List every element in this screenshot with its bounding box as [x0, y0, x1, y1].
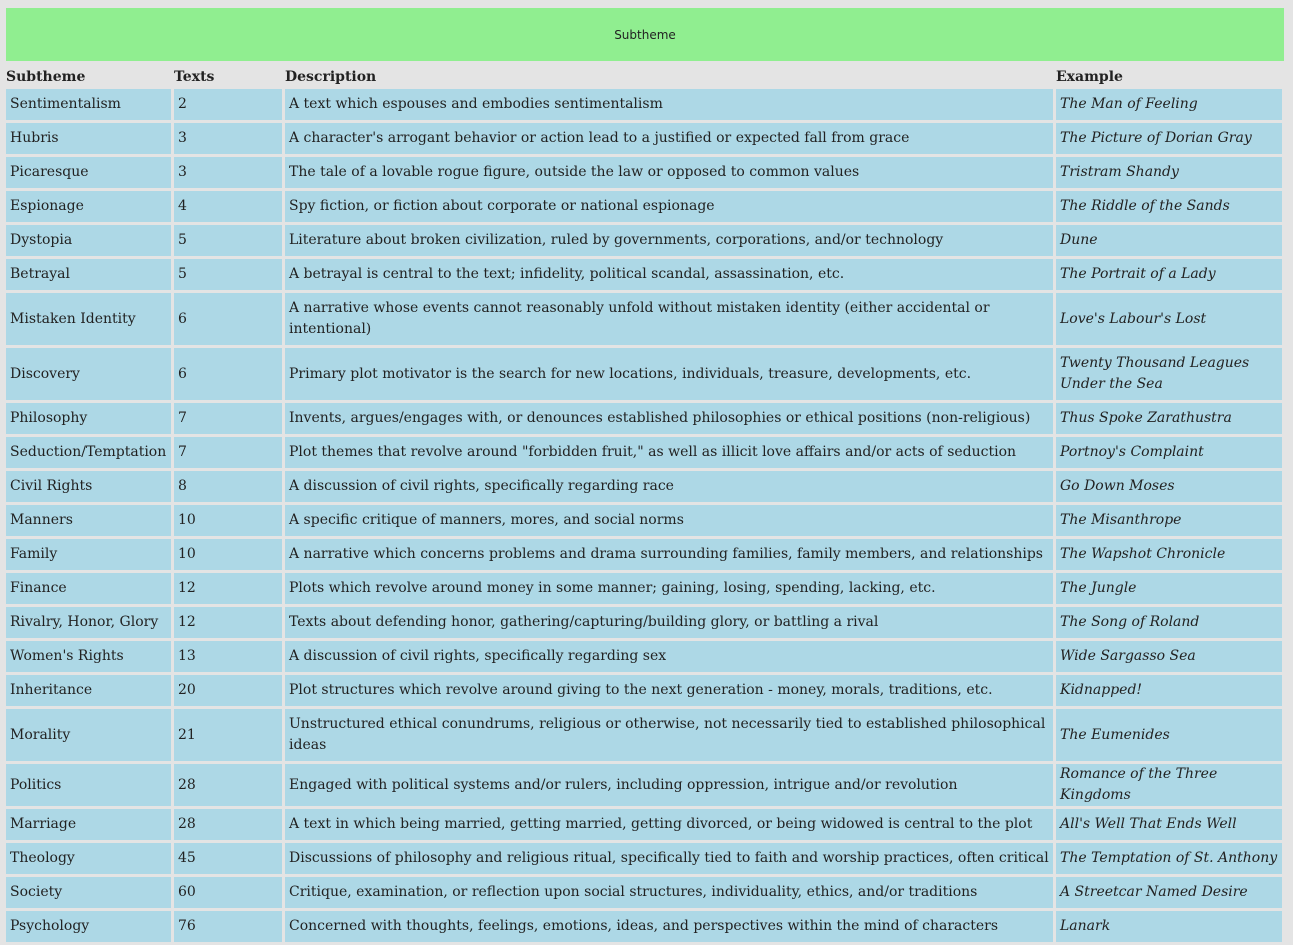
- cell-texts: 12: [174, 573, 282, 604]
- cell-example: Dune: [1056, 225, 1282, 256]
- table-row: [6, 675, 1282, 706]
- cell-example: The Song of Roland: [1056, 607, 1282, 638]
- column-header-texts: Texts: [174, 68, 215, 85]
- cell-example: A Streetcar Named Desire: [1056, 877, 1282, 908]
- cell-description: A betrayal is central to the text; infidelity, political scandal, assassination, etc.: [285, 259, 1053, 290]
- cell-description: Engaged with political systems and/or rulers, including oppression, intrigue and/or revolution: [285, 764, 1053, 806]
- subtheme-table: [3, 62, 1285, 945]
- cell-description: A specific critique of manners, mores, and social norms: [285, 505, 1053, 536]
- cell-subtheme: Seduction/Temptation: [6, 437, 171, 468]
- cell-subtheme: Morality: [6, 709, 171, 761]
- cell-description: Primary plot motivator is the search for new locations, individuals, treasure, developments, etc.: [285, 348, 1053, 400]
- cell-texts: 20: [174, 675, 282, 706]
- cell-subtheme: Family: [6, 539, 171, 570]
- cell-subtheme: Politics: [6, 764, 171, 806]
- cell-example: The Eumenides: [1056, 709, 1282, 761]
- cell-description: A narrative whose events cannot reasonably unfold without mistaken identity (either accidental or intentional): [285, 293, 1053, 345]
- cell-texts: 28: [174, 764, 282, 806]
- cell-subtheme: Manners: [6, 505, 171, 536]
- cell-subtheme: Discovery: [6, 348, 171, 400]
- table-row: [6, 348, 1282, 400]
- table-row: [6, 191, 1282, 222]
- cell-example: Love's Labour's Lost: [1056, 293, 1282, 345]
- cell-example: The Man of Feeling: [1056, 89, 1282, 120]
- cell-description: Spy fiction, or fiction about corporate or national espionage: [285, 191, 1053, 222]
- cell-texts: 3: [174, 157, 282, 188]
- cell-example: Go Down Moses: [1056, 471, 1282, 502]
- cell-texts: 2: [174, 89, 282, 120]
- cell-description: Critique, examination, or reflection upon social structures, individuality, ethics, and/or traditions: [285, 877, 1053, 908]
- cell-subtheme: Women's Rights: [6, 641, 171, 672]
- column-header-example: Example: [1056, 68, 1123, 85]
- cell-subtheme: Theology: [6, 843, 171, 874]
- cell-texts: 5: [174, 225, 282, 256]
- cell-subtheme: Rivalry, Honor, Glory: [6, 607, 171, 638]
- cell-texts: 3: [174, 123, 282, 154]
- cell-texts: 4: [174, 191, 282, 222]
- cell-subtheme: Philosophy: [6, 403, 171, 434]
- cell-subtheme: Espionage: [6, 191, 171, 222]
- cell-texts: 6: [174, 293, 282, 345]
- table-row: [6, 293, 1282, 345]
- cell-description: Literature about broken civilization, ruled by governments, corporations, and/or technology: [285, 225, 1053, 256]
- cell-description: A character's arrogant behavior or action lead to a justified or expected fall from grace: [285, 123, 1053, 154]
- cell-texts: 45: [174, 843, 282, 874]
- cell-description: A text in which being married, getting married, getting divorced, or being widowed is central to the plot: [285, 809, 1053, 840]
- cell-description: Invents, argues/engages with, or denounces established philosophies or ethical positions (non-religious): [285, 403, 1053, 434]
- cell-example: The Picture of Dorian Gray: [1056, 123, 1282, 154]
- table-row: [6, 709, 1282, 761]
- cell-subtheme: Hubris: [6, 123, 171, 154]
- table-row: [6, 641, 1282, 672]
- cell-texts: 13: [174, 641, 282, 672]
- cell-description: Texts about defending honor, gathering/capturing/building glory, or battling a rival: [285, 607, 1053, 638]
- cell-example: Romance of the Three Kingdoms: [1056, 764, 1282, 806]
- cell-example: Wide Sargasso Sea: [1056, 641, 1282, 672]
- table-header-row: [6, 65, 1282, 86]
- table-row: [6, 843, 1282, 874]
- cell-description: Plots which revolve around money in some manner; gaining, losing, spending, lacking, etc.: [285, 573, 1053, 604]
- cell-texts: 7: [174, 437, 282, 468]
- table-row: [6, 764, 1282, 806]
- cell-subtheme: Picaresque: [6, 157, 171, 188]
- cell-example: The Temptation of St. Anthony: [1056, 843, 1282, 874]
- cell-texts: 21: [174, 709, 282, 761]
- page-title: Subtheme: [6, 8, 1284, 61]
- table-row: [6, 809, 1282, 840]
- cell-example: Twenty Thousand Leagues Under the Sea: [1056, 348, 1282, 400]
- cell-subtheme: Psychology: [6, 911, 171, 942]
- cell-example: The Misanthrope: [1056, 505, 1282, 536]
- cell-example: All's Well That Ends Well: [1056, 809, 1282, 840]
- cell-texts: 76: [174, 911, 282, 942]
- cell-example: Lanark: [1056, 911, 1282, 942]
- cell-subtheme: Dystopia: [6, 225, 171, 256]
- cell-description: Plot structures which revolve around giving to the next generation - money, morals, traditions, etc.: [285, 675, 1053, 706]
- cell-example: The Riddle of the Sands: [1056, 191, 1282, 222]
- cell-description: Concerned with thoughts, feelings, emotions, ideas, and perspectives within the mind of characters: [285, 911, 1053, 942]
- table-row: [6, 157, 1282, 188]
- cell-example: Kidnapped!: [1056, 675, 1282, 706]
- cell-example: The Jungle: [1056, 573, 1282, 604]
- cell-description: A narrative which concerns problems and drama surrounding families, family members, and relationships: [285, 539, 1053, 570]
- cell-texts: 28: [174, 809, 282, 840]
- cell-example: Thus Spoke Zarathustra: [1056, 403, 1282, 434]
- cell-example: Portnoy's Complaint: [1056, 437, 1282, 468]
- cell-texts: 12: [174, 607, 282, 638]
- cell-texts: 10: [174, 505, 282, 536]
- cell-texts: 5: [174, 259, 282, 290]
- cell-subtheme: Betrayal: [6, 259, 171, 290]
- cell-subtheme: Society: [6, 877, 171, 908]
- table-row: [6, 911, 1282, 942]
- column-header-description: Description: [285, 68, 377, 85]
- table-row: [6, 539, 1282, 570]
- cell-subtheme: Civil Rights: [6, 471, 171, 502]
- cell-texts: 7: [174, 403, 282, 434]
- table-row: [6, 877, 1282, 908]
- cell-texts: 6: [174, 348, 282, 400]
- cell-example: The Wapshot Chronicle: [1056, 539, 1282, 570]
- table-row: [6, 573, 1282, 604]
- cell-subtheme: Mistaken Identity: [6, 293, 171, 345]
- cell-subtheme: Inheritance: [6, 675, 171, 706]
- table-row: [6, 437, 1282, 468]
- cell-description: Discussions of philosophy and religious ritual, specifically tied to faith and worship practices, often critical: [285, 843, 1053, 874]
- cell-description: Plot themes that revolve around "forbidden fruit," as well as illicit love affairs and/or acts of seduction: [285, 437, 1053, 468]
- cell-description: Unstructured ethical conundrums, religious or otherwise, not necessarily tied to established philosophical ideas: [285, 709, 1053, 761]
- cell-example: The Portrait of a Lady: [1056, 259, 1282, 290]
- table-row: [6, 607, 1282, 638]
- column-header-subtheme: Subtheme: [6, 68, 86, 85]
- table-row: [6, 123, 1282, 154]
- cell-description: A discussion of civil rights, specifically regarding race: [285, 471, 1053, 502]
- table-row: [6, 225, 1282, 256]
- cell-description: A discussion of civil rights, specifically regarding sex: [285, 641, 1053, 672]
- cell-texts: 10: [174, 539, 282, 570]
- cell-texts: 60: [174, 877, 282, 908]
- cell-texts: 8: [174, 471, 282, 502]
- table-row: [6, 89, 1282, 120]
- cell-example: Tristram Shandy: [1056, 157, 1282, 188]
- cell-subtheme: Sentimentalism: [6, 89, 171, 120]
- table-row: [6, 471, 1282, 502]
- cell-subtheme: Marriage: [6, 809, 171, 840]
- table-row: [6, 259, 1282, 290]
- table-row: [6, 505, 1282, 536]
- cell-description: The tale of a lovable rogue figure, outside the law or opposed to common values: [285, 157, 1053, 188]
- cell-subtheme: Finance: [6, 573, 171, 604]
- table-row: [6, 403, 1282, 434]
- cell-description: A text which espouses and embodies sentimentalism: [285, 89, 1053, 120]
